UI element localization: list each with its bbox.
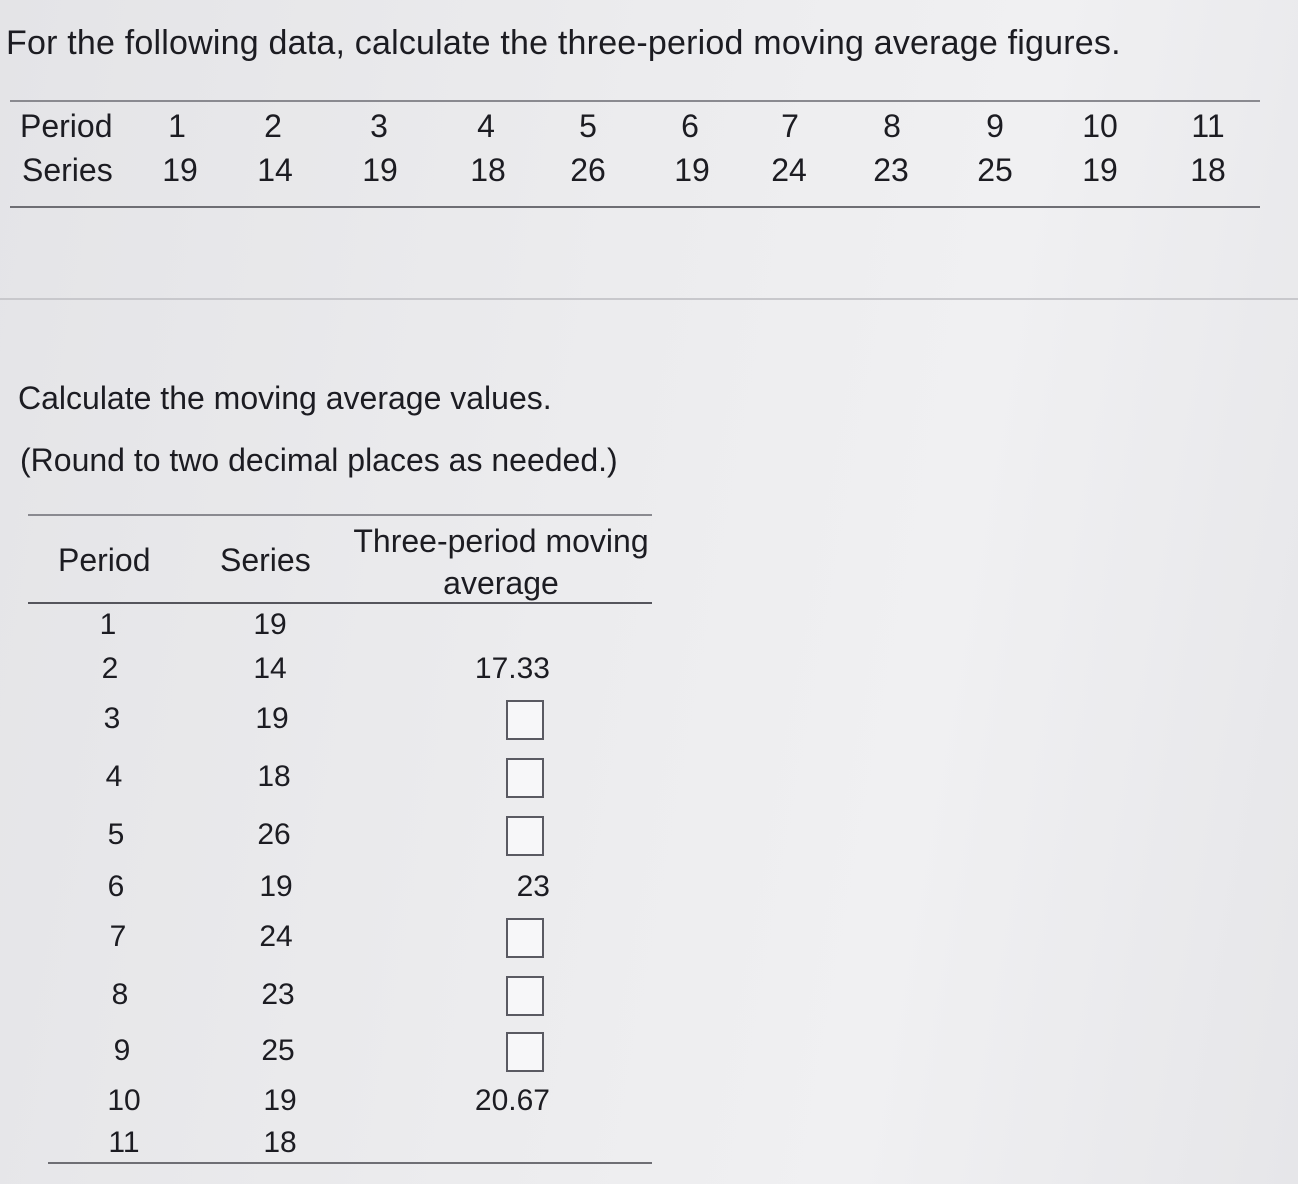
period-cell: 8 (111, 978, 129, 1011)
series-cell: 14 (257, 152, 293, 188)
table-row (28, 870, 652, 918)
period-cell: 6 (681, 108, 699, 144)
period-cell: 8 (883, 108, 901, 144)
table-row (28, 978, 652, 1026)
series-cell: 14 (253, 652, 287, 685)
data-table (10, 100, 1260, 208)
question-title: For the following data, calculate the three-period moving average figures. (6, 24, 1121, 62)
series-cell: 19 (362, 152, 398, 188)
table-row (28, 1084, 652, 1132)
period-header: Period (58, 542, 151, 578)
period-cell: 7 (109, 920, 127, 953)
table-row (28, 920, 652, 968)
moving-average-input[interactable] (506, 1032, 544, 1072)
table-top-rule (28, 514, 652, 516)
series-cell: 19 (253, 608, 287, 641)
period-cell: 9 (113, 1034, 131, 1067)
section-divider (0, 298, 1298, 300)
moving-average-header-line1: Three-period moving (353, 523, 649, 559)
period-cell: 11 (108, 1126, 140, 1159)
series-cell: 19 (1082, 152, 1118, 188)
period-cell: 4 (477, 108, 495, 144)
instruction-text: Calculate the moving average values. (18, 380, 552, 416)
table-row (28, 702, 652, 750)
moving-average-table (28, 514, 652, 1164)
period-cell: 11 (1191, 108, 1225, 144)
moving-average-input[interactable] (506, 816, 544, 856)
moving-average-input[interactable] (506, 758, 544, 798)
moving-average-value: 20.67 (474, 1084, 550, 1117)
period-cell: 1 (168, 108, 186, 144)
period-cell: 2 (264, 108, 282, 144)
series-cell: 18 (470, 152, 506, 188)
series-cell: 19 (263, 1084, 297, 1117)
series-cell: 23 (261, 978, 295, 1011)
period-cell: 6 (107, 870, 125, 903)
series-cell: 19 (674, 152, 710, 188)
table-row (28, 608, 652, 656)
period-cell: 9 (986, 108, 1004, 144)
moving-average-input[interactable] (506, 700, 544, 740)
series-cell: 25 (977, 152, 1013, 188)
moving-average-input[interactable] (506, 976, 544, 1016)
period-cell: 10 (107, 1084, 141, 1117)
period-cell: 5 (579, 108, 597, 144)
series-cell: 18 (1190, 152, 1226, 188)
series-cell: 26 (570, 152, 606, 188)
period-row-label: Period (20, 108, 113, 144)
period-row (10, 108, 1260, 152)
period-cell: 4 (105, 760, 123, 793)
series-header: Series (220, 542, 311, 578)
moving-average-value: 17.33 (474, 652, 550, 685)
period-cell: 3 (370, 108, 388, 144)
series-cell: 25 (261, 1034, 295, 1067)
table-row (28, 652, 652, 700)
period-cell: 10 (1082, 108, 1118, 144)
series-cell: 24 (259, 920, 293, 953)
period-cell: 2 (101, 652, 119, 685)
table-row (28, 1126, 652, 1174)
series-cell: 24 (771, 152, 807, 188)
rounding-note: (Round to two decimal places as needed.) (20, 442, 618, 478)
series-cell: 19 (259, 870, 293, 903)
period-cell: 7 (781, 108, 799, 144)
series-cell: 19 (162, 152, 198, 188)
series-cell: 18 (263, 1126, 297, 1159)
series-cell: 19 (255, 702, 289, 735)
series-cell: 26 (257, 818, 291, 851)
series-cell: 23 (873, 152, 909, 188)
moving-average-input[interactable] (506, 918, 544, 958)
period-cell: 5 (107, 818, 125, 851)
moving-average-header-line2: average (443, 565, 559, 601)
table-bottom-rule (48, 1162, 652, 1164)
period-cell: 3 (103, 702, 121, 735)
series-cell: 18 (257, 760, 291, 793)
moving-average-value: 23 (516, 870, 550, 903)
table-row (28, 818, 652, 866)
series-row (10, 152, 1260, 196)
header-rule (28, 602, 652, 604)
series-row-label: Series (22, 152, 113, 188)
period-cell: 1 (99, 608, 117, 641)
moving-average-header (346, 520, 656, 604)
table-row (28, 760, 652, 808)
table-row (28, 1034, 652, 1082)
